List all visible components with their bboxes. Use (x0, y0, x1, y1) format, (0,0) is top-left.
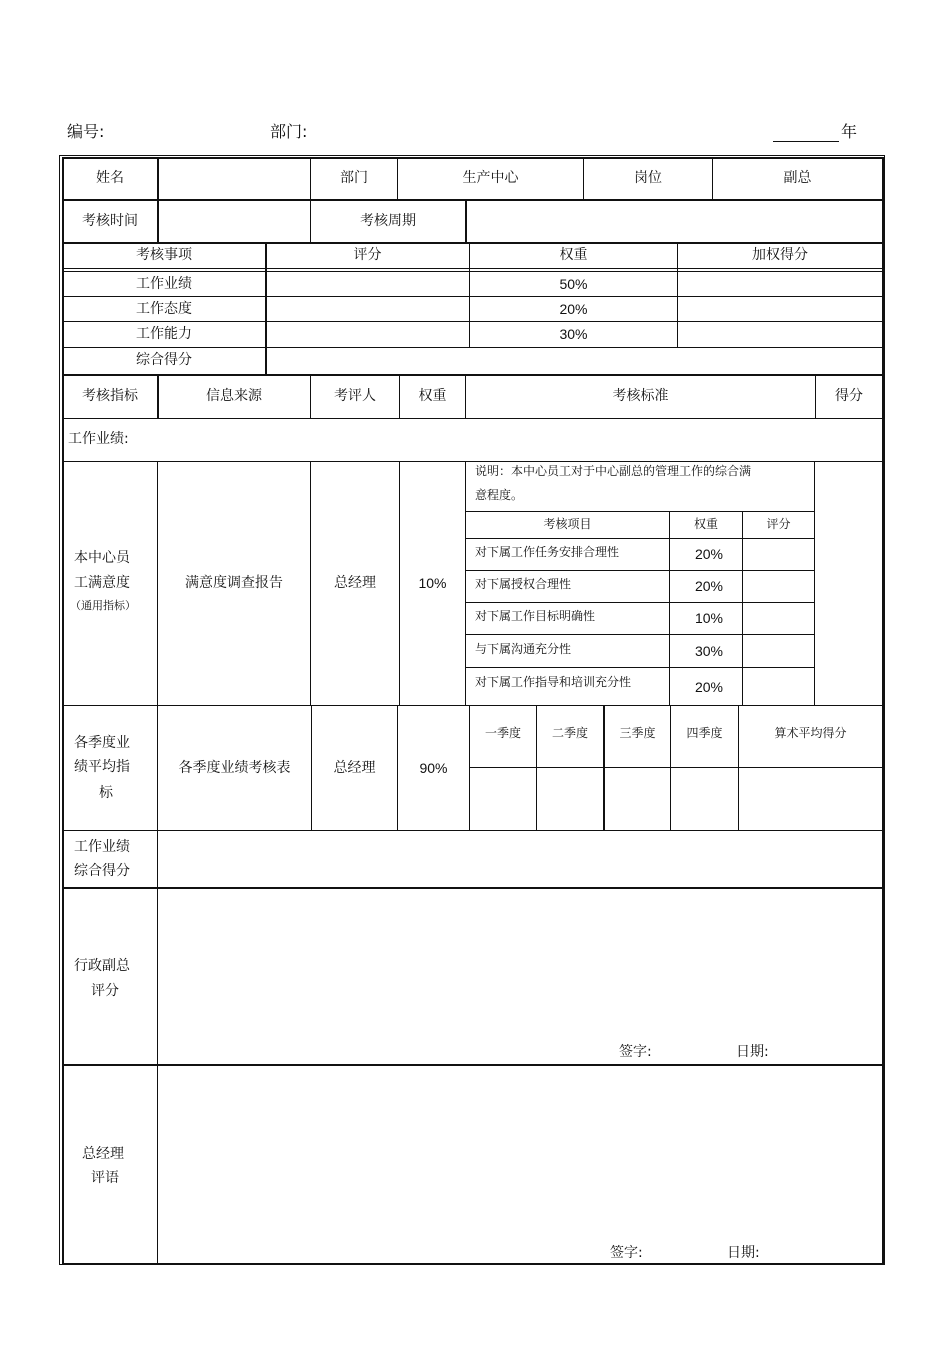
average-score-header: 算术平均得分 (774, 726, 847, 741)
gm-date-label: 日期: (727, 1245, 760, 1261)
eval-period-field[interactable] (466, 200, 882, 242)
admin-vp-date-label: 日期: (736, 1044, 769, 1060)
quarter-header: 三季度 (619, 726, 656, 741)
sub-header-item: 考核项目 (543, 517, 592, 532)
satisfaction-source: 满意度调查报告 (185, 575, 283, 592)
quarterly-weight: 90% (419, 759, 448, 776)
performance-total-line2: 综合得分 (74, 863, 130, 879)
summary-header-score: 评分 (353, 247, 382, 264)
summary-header-weight: 权重 (559, 247, 588, 264)
sub-row-item: 与下属沟通充分性 (475, 642, 572, 656)
gm-sign-label: 签字: (610, 1245, 643, 1261)
quarterly-name-line3: 标 (99, 785, 113, 801)
number-label: 编号: (67, 122, 105, 141)
source-header: 信息来源 (206, 388, 262, 405)
quarter-header: 二季度 (551, 726, 588, 741)
eval-time-field[interactable] (158, 200, 310, 242)
quarterly-source: 各季度业绩考核表 (178, 759, 291, 776)
sub-row-weight: 10% (694, 610, 724, 627)
performance-total-field[interactable] (158, 831, 882, 887)
sub-row-item: 对下属授权合理性 (475, 577, 572, 591)
satisfaction-note-line1: 说明：本中心员工对于中心副总的管理工作的综合满 (475, 464, 752, 478)
summary-row-item: 工作业绩 (136, 275, 192, 292)
info-department-label: 部门 (340, 170, 368, 187)
sub-header-weight: 权重 (693, 517, 718, 532)
summary-total-label: 综合得分 (136, 352, 192, 369)
standard-header: 考核标准 (612, 388, 669, 405)
performance-total-line1: 工作业绩 (74, 839, 130, 855)
satisfaction-name-line2: 工满意度 (74, 575, 130, 591)
quarterly-name-line1: 各季度业 (74, 735, 130, 751)
work-performance-section-label: 工作业绩: (68, 431, 129, 447)
summary-header-item: 考核事项 (136, 247, 192, 264)
satisfaction-weight: 10% (418, 575, 447, 592)
summary-row-item: 工作能力 (136, 326, 192, 343)
gm-comment-field[interactable] (158, 1066, 882, 1231)
quarter-header: 四季度 (686, 726, 723, 741)
satisfaction-evaluator: 总经理 (334, 575, 376, 592)
info-department-value: 生产中心 (462, 170, 519, 187)
sub-row-item: 对下属工作任务安排合理性 (475, 545, 620, 559)
sub-row-weight: 20% (694, 678, 724, 695)
year-label: 年 (841, 122, 858, 141)
quarter-header: 一季度 (484, 726, 521, 741)
sub-row-weight: 20% (694, 578, 724, 595)
eval-period-label: 考核周期 (360, 212, 416, 229)
score-header: 得分 (835, 388, 863, 405)
satisfaction-name-note: （通用指标） (70, 599, 136, 612)
department-header-label: 部门: (270, 122, 308, 141)
sub-row-item: 对下属工作目标明确性 (475, 609, 596, 623)
admin-vp-sign-label: 签字: (619, 1044, 652, 1060)
eval-time-label: 考核时间 (82, 212, 138, 229)
quarterly-name-line2: 绩平均指 (74, 759, 130, 775)
summary-header-weighted: 加权得分 (752, 247, 808, 264)
name-label: 姓名 (96, 170, 124, 187)
admin-vp-label-line1: 行政副总 (74, 958, 130, 974)
admin-vp-label-line2: 评分 (91, 983, 119, 999)
year-blank-line (773, 141, 839, 142)
sub-row-weight: 30% (694, 642, 724, 659)
gm-label-line2: 评语 (91, 1170, 119, 1186)
weight-header: 权重 (418, 388, 447, 405)
position-label: 岗位 (634, 170, 662, 187)
position-value: 副总 (783, 170, 812, 187)
summary-row-weight: 20% (559, 300, 588, 317)
summary-row-weight: 50% (559, 275, 588, 292)
summary-row-item: 工作态度 (136, 300, 192, 317)
name-field[interactable] (158, 158, 310, 199)
gm-label-line1: 总经理 (82, 1146, 124, 1162)
sub-row-weight: 20% (694, 546, 724, 563)
quarterly-evaluator: 总经理 (333, 759, 376, 776)
admin-vp-comment-field[interactable] (158, 889, 882, 1029)
summary-row-weight: 30% (559, 326, 588, 343)
sub-header-score: 评分 (766, 517, 791, 532)
evaluator-header: 考评人 (334, 388, 376, 405)
sub-row-item: 对下属工作指导和培训充分性 (475, 675, 632, 689)
satisfaction-name-line1: 本中心员 (74, 550, 130, 566)
indicator-header: 考核指标 (82, 388, 138, 405)
satisfaction-note-line2: 意程度。 (475, 488, 524, 502)
